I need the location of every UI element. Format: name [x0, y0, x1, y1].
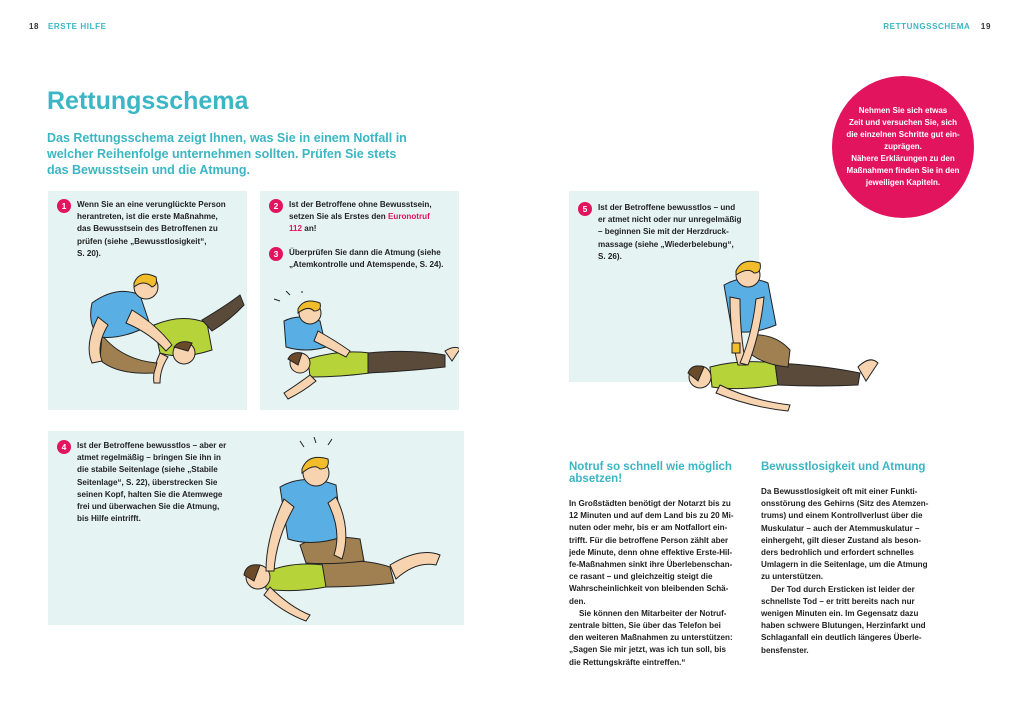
step-line	[289, 223, 459, 235]
step-line: herantreten, ist die erste Maßnahme,	[77, 212, 218, 222]
body-line: fe-Maßnahmen sinkt ihre Überlebenschan-	[569, 560, 733, 570]
body-line: die Rettungskräfte eintreffen.“	[569, 657, 686, 667]
step-line: Seitenlage“, S. 22), überstrecken Sie	[77, 477, 218, 487]
body-line: Da Bewusstlosigkeit oft mit einer Funkti-	[761, 487, 918, 496]
tip-line: zuprägen.	[884, 142, 922, 151]
body-line: In Großstädten benötigt der Notarzt bis zu	[569, 499, 731, 508]
tip-line: Nehmen Sie sich etwas	[858, 106, 948, 115]
step-2-number-badge: 2	[269, 199, 283, 213]
step-text: an!	[302, 224, 317, 234]
step-line: Ist der Betroffene ohne Bewusstsein,	[289, 200, 432, 209]
body-line: Schlaganfall ein deutlich längeres Überle-	[761, 633, 922, 643]
intro-line: das Bewusstsein und die Atmung.	[47, 163, 251, 177]
body-line: 12 Minuten und auf dem Land bis zu 20 Mi-	[569, 511, 734, 521]
tip-line: die einzelnen Schritte gut ein-	[846, 130, 960, 139]
body-line: trifft. Für die betroffene Person zählt aber	[569, 535, 729, 545]
intro-text	[47, 130, 407, 178]
body-line: einhergeht, gilt dieser Zustand als beson-	[761, 535, 922, 545]
page-number-right: 19	[980, 22, 991, 31]
body-line: Muskulatur – auch der Atemmuskulatur –	[761, 523, 920, 533]
body-line: ders bedrohlich und erfordert schnelles	[761, 548, 914, 558]
body-line: zentrale bitten, Sie über das Telefon bei	[569, 621, 721, 631]
body-line: zu unterstützen.	[761, 572, 824, 582]
step-line: S. 20).	[77, 248, 101, 258]
body-line: „Sagen Sie mir jetzt, was ich tun soll, bis	[569, 645, 726, 655]
step-line: Ist der Betroffene bewusstlos – und	[598, 203, 736, 212]
step-line: Überprüfen Sie dann die Atmung (siehe	[289, 248, 441, 257]
step-line: „Atemkontrolle und Atemspende, S. 24).	[289, 260, 444, 270]
step-line: er atmet nicht oder nur unregelmäßig	[598, 215, 742, 225]
step-1-text	[77, 199, 247, 260]
bewusstlosigkeit-text	[761, 486, 951, 657]
step-5-text	[598, 202, 758, 263]
intro-line: welcher Reihenfolge unternehmen sollten. Prüfen Sie stets	[47, 147, 397, 161]
step-line: das Bewusstsein des Betroffenen zu	[77, 224, 218, 234]
illustration-check-consciousness	[62, 265, 247, 395]
emergency-number: 112	[289, 224, 303, 234]
step-line: Ist der Betroffene bewusstlos – aber er	[77, 441, 227, 450]
body-line: Wahrscheinlichkeit von bleibenden Schä-	[569, 584, 729, 594]
section-label-right: RETTUNGSSCHEMA	[883, 22, 971, 31]
tip-line: Maßnahmen finden Sie in den	[846, 166, 960, 175]
heading-line: absetzen!	[569, 473, 623, 485]
step-2-3-panel	[260, 191, 459, 410]
step-5-number-badge: 5	[578, 202, 592, 216]
body-line: bensfenster.	[761, 645, 809, 655]
step-line: Wenn Sie an eine verunglückte Person	[77, 200, 226, 209]
intro-line: Das Rettungsschema zeigt Ihnen, was Sie in einem Notfall in	[47, 131, 407, 145]
step-3-text	[289, 247, 459, 271]
step-1-panel	[48, 191, 247, 410]
body-line: trums) und einem Kontrollverlust über die	[761, 511, 923, 521]
body-line: den.	[569, 596, 586, 606]
tip-circle	[832, 76, 974, 218]
body-line: schnellste Tod – er tritt bereits nach nur	[761, 596, 915, 606]
step-line: massage (siehe „Wiederbelebung“,	[598, 239, 734, 249]
tip-line: Nähere Erklärungen zu den	[851, 154, 955, 163]
illustration-recovery-position	[240, 437, 464, 623]
step-2-text	[289, 199, 459, 236]
page-title: Rettungsschema	[47, 87, 249, 115]
bewusstlosigkeit-heading: Bewusstlosigkeit und Atmung	[761, 461, 926, 473]
step-4-panel	[48, 431, 464, 625]
step-3-number-badge: 3	[269, 247, 283, 261]
step-text: setzen Sie als Erstes den	[289, 212, 388, 222]
step-line: – beginnen Sie mit der Herzdruck-	[598, 227, 729, 237]
step-1-number-badge: 1	[57, 199, 71, 213]
step-line	[289, 211, 459, 223]
step-line: die stabile Seitenlage (siehe „Stabile	[77, 465, 218, 475]
notruf-text	[569, 498, 749, 669]
step-line: frei und überwachen Sie die Atmung,	[77, 502, 220, 512]
illustration-cpr	[680, 255, 885, 415]
body-line: Umlagern in die Seitenlage, um die Atmung	[761, 560, 928, 570]
body-line: Sie können den Mitarbeiter der Notruf-	[579, 608, 727, 618]
illustration-check-breathing	[270, 291, 459, 406]
body-line: ce rasant – und gleichzeitig steigt die	[569, 572, 713, 582]
tip-line: jeweiligen Kapiteln.	[865, 178, 941, 187]
page-number-left: 18	[29, 22, 40, 31]
step-line: seinen Kopf, halten Sie die Atemwege	[77, 489, 223, 499]
emergency-number-label: Euronotruf	[387, 212, 430, 222]
tip-line: Zeit und versuchen Sie, sich	[848, 118, 957, 127]
page-header-right	[883, 22, 991, 31]
section-label-left: ERSTE HILFE	[47, 22, 107, 31]
page-header-left	[29, 22, 107, 31]
step-line: prüfen (siehe „Bewusstlosigkeit“,	[77, 236, 207, 246]
body-line: wenigen Minuten ein. Im Gegensatz dazu	[761, 609, 919, 619]
step-4-number-badge: 4	[57, 440, 71, 454]
step-4-text	[77, 440, 257, 525]
body-line: onsstörung des Gehirns (Sitz des Atemzen-	[761, 499, 929, 509]
body-line: den weiteren Maßnahmen zu unterstützen:	[569, 633, 733, 643]
step-line: bis Hilfe eintrifft.	[77, 514, 141, 524]
heading-line: Notruf so schnell wie möglich	[569, 461, 732, 473]
body-line: jede Minute, denn ohne effektive Erste-Hil-	[569, 547, 733, 557]
body-line: nuten oder mehr, bis er am Notfallort ein-	[569, 523, 728, 533]
notruf-heading	[569, 461, 749, 485]
body-line: haben schwere Blutungen, Herzinfarkt und	[761, 621, 926, 631]
step-line: S. 26).	[598, 251, 622, 261]
body-line: Der Tod durch Ersticken ist leider der	[771, 584, 915, 594]
step-line: atmet regelmäßig – bringen Sie ihn in	[77, 453, 221, 463]
